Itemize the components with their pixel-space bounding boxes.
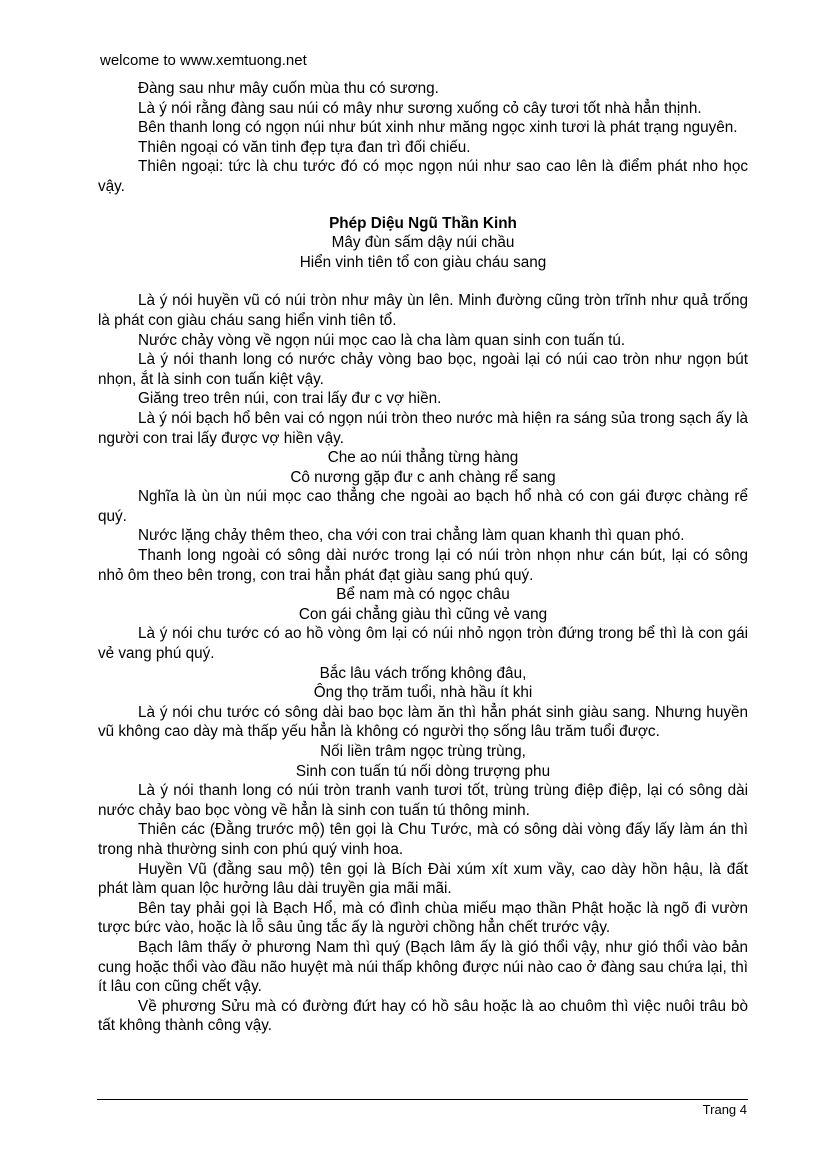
section-title: Phép Diệu Ngũ Thần Kinh	[329, 214, 517, 232]
paragraph: Nghĩa là ùn ùn núi mọc cao thẳng che ngoài ao bạch hổ nhà có con gái được chàng rể quý.	[98, 488, 748, 525]
document-body	[98, 79, 748, 1036]
verse-line: Bắc lâu vách trống không đâu,	[319, 664, 527, 682]
verse-line: Mây đùn sấm dậy núi chầu	[331, 234, 515, 252]
paragraph: Đàng sau như mây cuốn mùa thu có sương.	[138, 80, 439, 97]
paragraph: Giăng treo trên núi, con trai lấy đư c vợ hiền.	[138, 390, 442, 408]
footer-divider	[97, 1099, 748, 1100]
paragraph: Là ý nói chu tước có sông dài bao bọc làm ăn thì hẳn phát sinh giàu sang. Nhưng huyền vũ không cao dày mà thấp yếu hẳn là không có người thọ sống lâu trăm tuổi được.	[98, 703, 748, 741]
verse-line: Bể nam mà có ngọc châu	[336, 586, 510, 604]
paragraph: Là ý nói thanh long có nước chảy vòng bao bọc, ngoài lại có núi cao tròn như ngọn bút nhọn, ắt là sinh con tuấn kiệt vậy.	[98, 351, 748, 388]
paragraph: Thiên các (Đằng trước mộ) tên gọi là Chu Tước, mà có sông dài vòng đấy lấy làm án thì trong nhà thường sinh con phú quý vinh hoa.	[98, 821, 748, 858]
verse-line: Ông thọ trăm tuổi, nhà hầu ít khi	[313, 684, 533, 702]
paragraph: Bạch lâm thấy ở phương Nam thì quý (Bạch lâm ấy là gió thổi vậy, như gió thổi vào bản cung hoặc thổi vào đầu não huyệt mà núi thấp không được núi nào cao ở đàng sau chứa lại, thì ít lâu con cũng chết vậy.	[98, 938, 748, 996]
paragraph: Nước chảy vòng về ngọn núi mọc cao là cha làm quan sinh con tuấn tú.	[138, 331, 626, 349]
verse-line: Con gái chẳng giàu thì cũng vẻ vang	[298, 605, 548, 623]
verse-line: Cô nương gặp đư c anh chàng rể sang	[290, 468, 556, 486]
paragraph: Huyền Vũ (đằng sau mộ) tên gọi là Bích Đài xúm xít xum vầy, cao dày hồn hậu, là đất phát làm quan lộc hưởng lâu dài truyền gia mãi mãi.	[98, 860, 748, 898]
verse-line: Sinh con tuấn tú nối dòng trượng phu	[295, 762, 551, 780]
paragraph: Thiên ngoại có văn tinh đẹp tựa đan trì đối chiếu.	[138, 138, 471, 156]
verse-line: Hiển vinh tiên tổ con giàu cháu sang	[299, 253, 547, 271]
verse-line: Che ao núi thẳng từng hàng	[327, 449, 519, 467]
paragraph: Thiên ngoại: tức là chu tước đó có mọc ngọn núi như sao cao lên là điểm phát nho học vậy.	[98, 158, 748, 195]
page-number: Trang 4	[702, 1102, 747, 1117]
paragraph: Là ý nói thanh long có núi tròn tranh vanh tươi tốt, trùng trùng điệp điệp, lại có sông dài nước chảy bao bọc vòng về hẳn là sinh con tuấn tú thông minh.	[98, 782, 748, 819]
verse-line: Nối liền trâm ngọc trùng trùng,	[320, 743, 526, 760]
paragraph: Về phương Sửu mà có đường đứt hay có hồ sâu hoặc là ao chuôm thì việc nuôi trâu bò tất không thành công vậy.	[98, 997, 748, 1035]
paragraph: Là ý nói bạch hổ bên vai có ngọn núi tròn theo nước mà hiện ra sáng sủa trong sạch ấy là người con trai lấy được vợ hiền vậy.	[98, 409, 748, 447]
paragraph: Là ý nói huyền vũ có núi tròn như mây ùn lên. Minh đường cũng tròn trĩnh như quả trống là phát con giàu cháu sang hiển vinh tiên tổ.	[98, 292, 748, 329]
paragraph: Là ý nói rằng đàng sau núi có mây như sương xuống cỏ cây tươi tốt nhà hẳn thịnh.	[138, 99, 702, 117]
paragraph: Là ý nói chu tước có ao hồ vòng ôm lại có núi nhỏ ngọn tròn đứng trong bể thì là con gái vẻ vang phú quý.	[98, 625, 748, 663]
paragraph: Nước lặng chảy thêm theo, cha với con trai chẳng làm quan khanh thì quan phó.	[138, 527, 685, 545]
paragraph: Bên thanh long có ngọn núi như bút xinh như măng ngọc xinh tươi là phát trạng nguyên.	[138, 119, 738, 137]
paragraph: Thanh long ngoài có sông dài nước trong lại có núi tròn nhọn như cán bút, lại có sông nhỏ ôm theo bên trong, con trai hẳn phát đạt giàu sang phú quý.	[98, 547, 748, 584]
site-header: welcome to www.xemtuong.net	[100, 52, 307, 69]
paragraph: Bên tay phải gọi là Bạch Hổ, mà có đình chùa miếu mạo thần Phật hoặc là ngõ đi vườn tược bức vào, hoặc là lỗ sâu ủng tắc ấy là người chồng hẳn chết trước vậy.	[98, 899, 748, 937]
